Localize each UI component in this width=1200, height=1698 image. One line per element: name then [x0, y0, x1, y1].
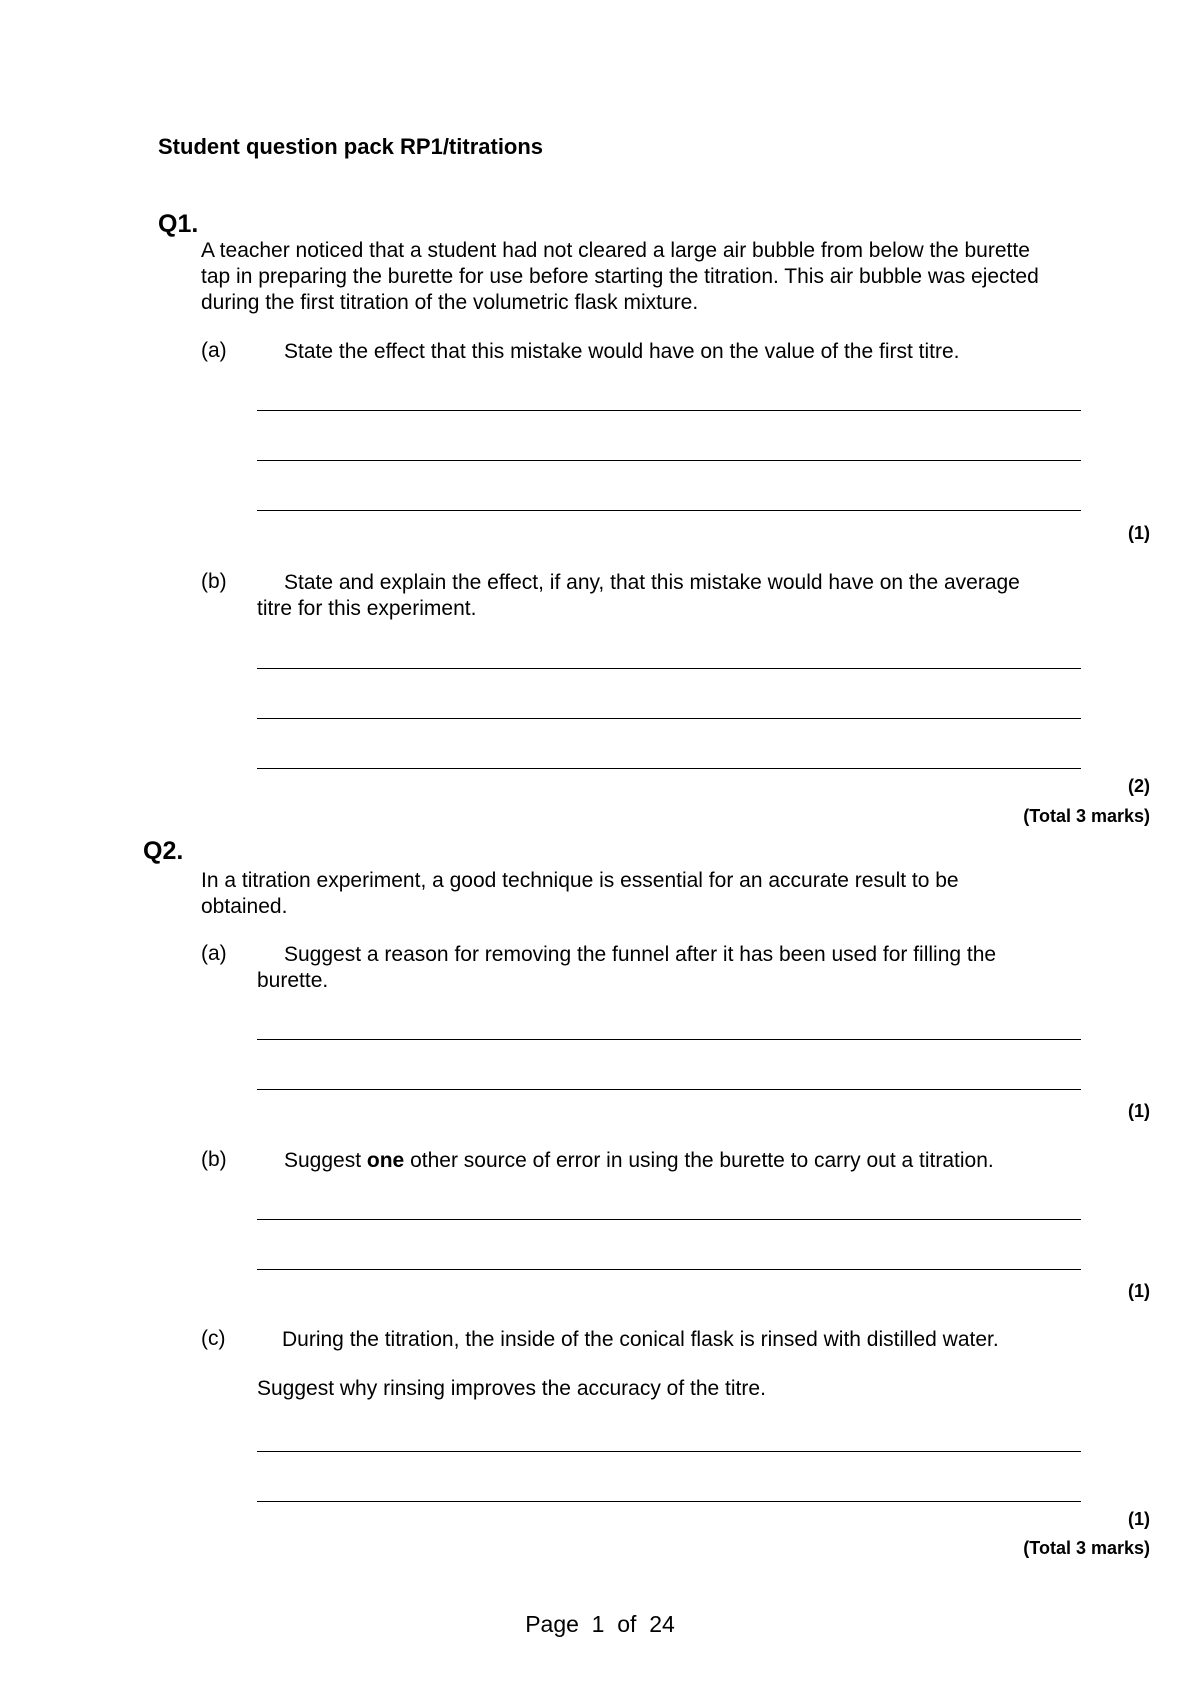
q1b-label: (b) — [201, 570, 227, 593]
q2-stem — [201, 868, 1101, 920]
q2c-text-line-2: Suggest why rinsing improves the accuracy of the titre. — [257, 1377, 766, 1400]
q2c-label: (c) — [201, 1327, 226, 1350]
q2a-text-line-2: burette. — [257, 969, 329, 992]
q2b-text-post: other source of error in using the burette to carry out a titration. — [404, 1149, 994, 1172]
q2-total-marks: (Total 3 marks) — [1023, 1538, 1150, 1558]
q1-stem-line-3: during the first titration of the volumetric flask mixture. — [201, 291, 699, 314]
answer-line-q1a-3[interactable] — [257, 510, 1081, 511]
q2c-mark: (1) — [1128, 1509, 1150, 1529]
answer-line-q1b-3[interactable] — [257, 768, 1081, 769]
question-number-q1: Q1. — [158, 210, 199, 238]
answer-line-q2a-1[interactable] — [257, 1039, 1081, 1040]
question-number-q2: Q2. — [143, 837, 184, 865]
page-title: Student question pack RP1/titrations — [158, 134, 544, 159]
q1b-text-line-1: State and explain the effect, if any, that this mistake would have on the average — [284, 571, 1020, 594]
page-footer: Page 1 of 24 — [525, 1611, 675, 1637]
q1a-mark: (1) — [1128, 523, 1150, 543]
q1a-text: State the effect that this mistake would have on the value of the first titre. — [284, 340, 960, 363]
answer-line-q1a-2[interactable] — [257, 460, 1081, 461]
q2b-text-emphasis: one — [366, 1149, 405, 1172]
q1b-mark: (2) — [1128, 776, 1150, 796]
q2a-text-line-1: Suggest a reason for removing the funnel after it has been used for filling the — [284, 943, 997, 966]
q2a-label: (a) — [201, 942, 227, 965]
answer-line-q2c-1[interactable] — [257, 1451, 1081, 1452]
q2-stem-line-1: In a titration experiment, a good technique is essential for an accurate result to be — [201, 869, 959, 892]
q2b-mark: (1) — [1128, 1281, 1150, 1301]
answer-line-q1b-1[interactable] — [257, 668, 1081, 669]
q2b-label: (b) — [201, 1148, 227, 1171]
q1-stem-line-2: tap in preparing the burette for use before starting the titration. This air bubble was ejected — [201, 265, 1039, 288]
q2a-mark: (1) — [1128, 1101, 1150, 1121]
q1-total-marks: (Total 3 marks) — [1023, 806, 1150, 826]
answer-line-q2a-2[interactable] — [257, 1089, 1081, 1090]
q1a-label: (a) — [201, 339, 227, 362]
answer-line-q1a-1[interactable] — [257, 410, 1081, 411]
q2b-text-pre: Suggest — [284, 1149, 367, 1172]
q1b-text-line-2: titre for this experiment. — [257, 597, 477, 620]
q2b-text — [284, 1148, 994, 1174]
q1-stem-line-1: A teacher noticed that a student had not cleared a large air bubble from below the burette — [201, 239, 1030, 262]
answer-line-q2c-2[interactable] — [257, 1501, 1081, 1502]
q2-stem-line-2: obtained. — [201, 895, 288, 918]
answer-line-q2b-2[interactable] — [257, 1269, 1081, 1270]
answer-line-q2b-1[interactable] — [257, 1219, 1081, 1220]
answer-line-q1b-2[interactable] — [257, 718, 1081, 719]
q2c-text-line-1: During the titration, the inside of the conical flask is rinsed with distilled water. — [282, 1328, 999, 1351]
q1-stem — [201, 238, 1101, 316]
